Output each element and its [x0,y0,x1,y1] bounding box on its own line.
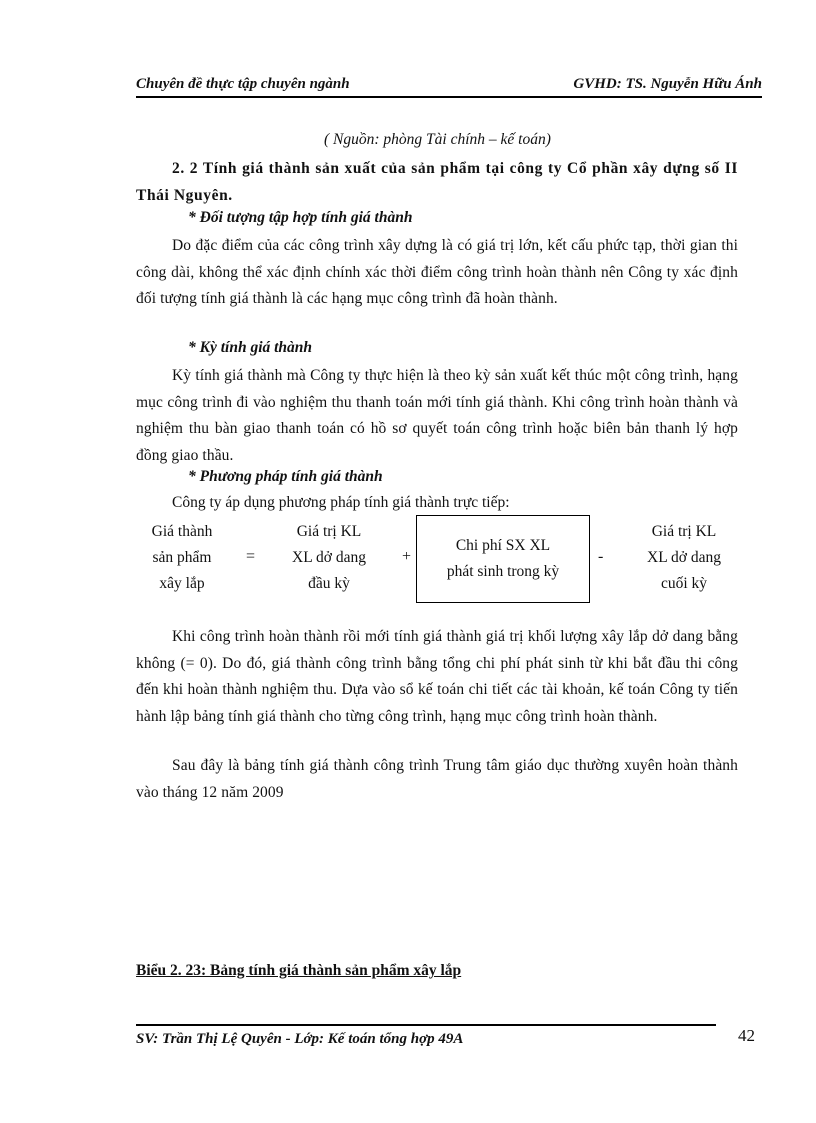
period-paragraph: Kỳ tính giá thành mà Công ty thực hiện là theo kỳ sản xuất kết thúc một công trình, hạng mục công trình đi vào nghiệm thu thanh toán mới tính giá thành. Khi công trình hoàn thành và nghiệm thu bàn giao thanh toán có hồ sơ quyết toán công trình hoặc biên bản thanh lý hợp đồng giao thầu. [136,367,738,464]
footer-divider [136,1024,716,1026]
formula-opening: Giá trị KL XL dở dang đầu kỳ [292,523,366,592]
header-divider [136,96,762,98]
object-paragraph: Do đặc điểm của các công trình xây dựng là có giá trị lớn, kết cấu phức tạp, thời gian thi công dài, không thể xác định chính xác thời điểm công trình hoàn thành nên Công ty xác định đối tượng tính giá thành là các hạng mục công trình đã hoàn thành. [136,237,738,307]
formula-plus: + [402,548,412,565]
page-number: 42 [738,1026,755,1045]
source-note: ( Nguồn: phòng Tài chính – kế toán) [324,131,551,148]
method-heading: * Phương pháp tính giá thành [188,468,383,485]
footer-student: SV: Trần Thị Lệ Quyên - Lớp: Kế toán tổng hợp 49A [136,1031,464,1047]
object-heading: * Đối tượng tập hợp tính giá thành [188,209,413,226]
formula-incurred-box: Chi phí SX XL phát sinh trong kỳ [416,515,590,603]
formula-result: Giá thành sản phẩm xây lắp [151,523,213,592]
formula-equals: = [246,548,256,565]
table-caption: Biểu 2. 23: Bảng tính giá thành sản phẩm xây lắp [136,962,462,979]
formula-minus: - [598,548,604,565]
section-title: 2. 2 Tính giá thành sản xuất của sản phẩm tại công ty Cổ phần xây dựng số II Thái Nguyên. [136,160,738,204]
method-intro: Công ty áp dụng phương pháp tính giá thành trực tiếp: [172,494,510,511]
header-left: Chuyên đề thực tập chuyên ngành [136,76,350,92]
period-heading: * Kỳ tính giá thành [188,339,313,356]
paragraph-2: Sau đây là bảng tính giá thành công trình Trung tâm giáo dục thường xuyên hoàn thành vào tháng 12 năm 2009 [136,757,738,801]
formula-closing: Giá trị KL XL dở dang cuối kỳ [647,523,721,592]
paragraph-1: Khi công trình hoàn thành rồi mới tính giá thành giá trị khối lượng xây lắp dở dang bằng không (= 0). Do đó, giá thành công trình bằng tổng chi phí phát sinh từ khi bắt đầu thi công đến khi hoàn thành nghiệm thu. Dựa vào sổ kế toán chi tiết các tài khoản, kế toán Công ty tiến hành lập bảng tính giá thành cho từng công trình, hạng mục công trình hoàn thành. [136,628,738,725]
header-right: GVHD: TS. Nguyễn Hữu Ánh [573,76,762,92]
